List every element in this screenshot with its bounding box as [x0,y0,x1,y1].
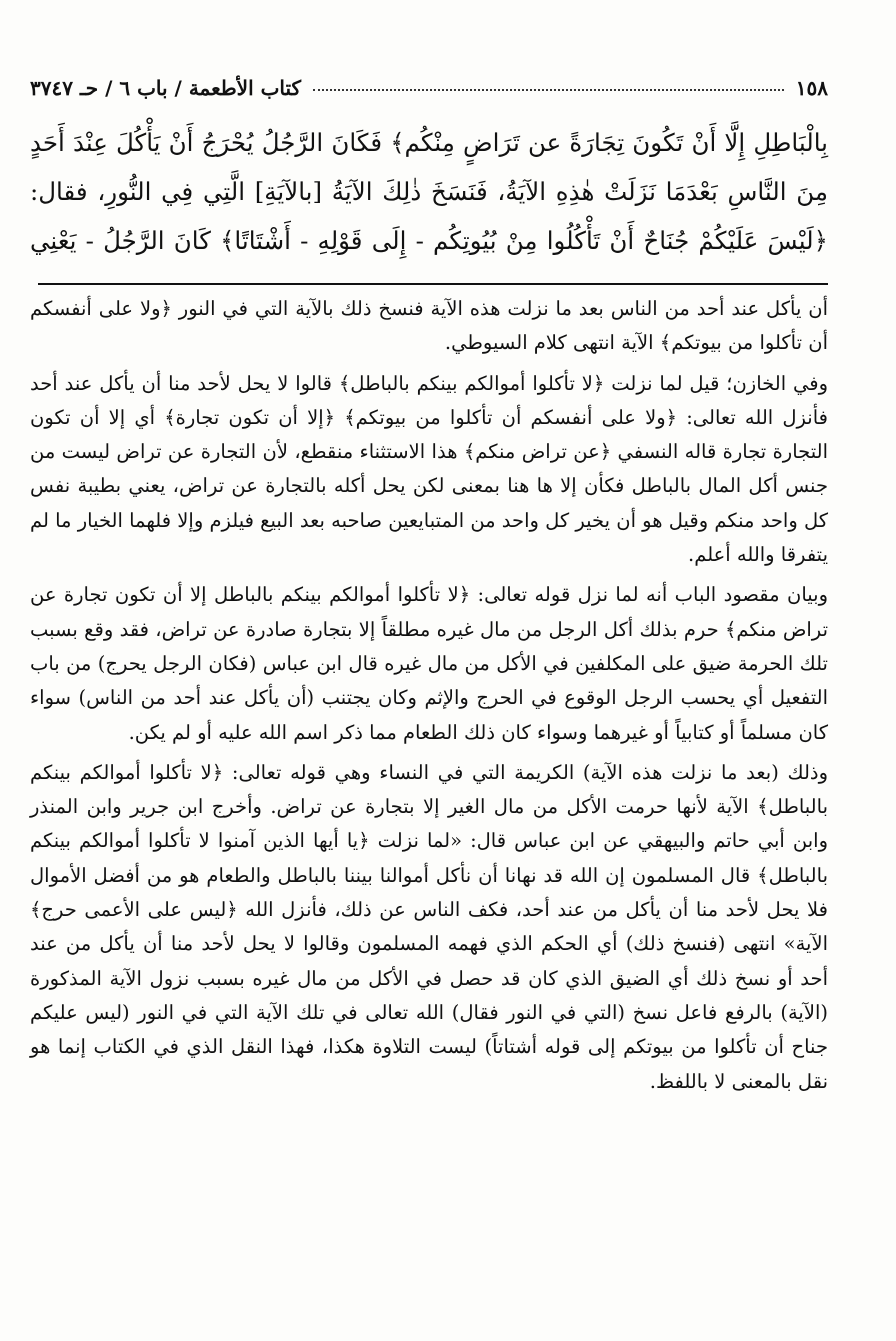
commentary-paragraph-4: وذلك (بعد ما نزلت هذه الآية) الكريمة التي في النساء وهي قوله تعالى: ﴿لا تأكلوا أموالكم بينكم بالباطل﴾ الآية لأنها حرمت الأكل من مال الغير إلا بتجارة عن تراض. وأخرج ابن جرير وابن المنذر وابن أبي حاتم والبيهقي عن ابن عباس قال: «لما نزلت ﴿يا أيها الذين آمنوا لا تأكلوا أموالكم بينكم بالباطل﴾ قال المسلمون إن الله قد نهانا أن نأكل أموالنا بيننا بالباطل والطعام هو من أفضل الأموال فلا يحل لأحد منا أن يأكل من عند أحد، فكف الناس عن ذلك، فأنزل الله ﴿ليس على الأعمى حرج﴾ الآية» انتهى (فنسخ ذلك) أي الحكم الذي فهمه المسلمون وقالوا لا يحل لأحد منا أن يأكل من عند أحد أو نسخ ذلك أي الضيق الذي كان قد حصل في الأكل من مال غيره بسبب نزول الآية المذكورة (الآية) بالرفع فاعل نسخ (التي في النور فقال) الله تعالى في تلك الآية التي في النور (ليس عليكم جناح أن تأكلوا من بيوتكم إلى قوله أشتاتاً) ليست التلاوة هكذا، فهذا النقل الذي في الكتاب إنما هو نقل بالمعنى لا باللفظ. [30,760,828,1093]
separator-rule [38,283,828,285]
running-title: كتاب الأطعمة / باب ٦ / حـ ٣٧٤٧ [30,76,302,100]
hadith-text [30,118,828,265]
commentary-paragraph-3: وبيان مقصود الباب أنه لما نزل قوله تعالى: ﴿لا تأكلوا أموالكم بينكم بالباطل إلا أن تكون تجارة عن تراض منكم﴾ حرم بذلك أكل الرجل من مال غيره مطلقاً إلا بتجارة صادرة عن تراض، فقد وقع بسبب تلك الحرمة ضيق على المكلفين في الأكل من مال غيره قال ابن عباس (فكان الرجل يحرج) من باب التفعيل أي يحسب الرجل الوقوع في الحرج والإثم وكان يجتنب (أن يأكل عند أحد من الناس) سواء كان مسلماً أو كتابياً أو غيرهما وسواء كان ذلك الطعام مما ذكر اسم الله عليه أو لم يكن. [30,583,828,744]
commentary-paragraph-1: أن يأكل عند أحد من الناس بعد ما نزلت هذه الآية فنسخ ذلك بالآية التي في النور ﴿ولا على أنفسكم أن تأكلوا من بيوتكم﴾ الآية انتهى كلام السيوطي. [30,297,828,355]
header-dotted-leader [313,89,784,91]
commentary-paragraph-2: وفي الخازن؛ قيل لما نزلت ﴿لا تأكلوا أموالكم بينكم بالباطل﴾ قالوا لا يحل لأحد منا أن يأكل عند أحد فأنزل الله تعالى: ﴿ولا على أنفسكم أن تأكلوا من بيوتكم﴾ ﴿إلا أن تكون تجارة﴾ أي إلا أن تكون التجارة تجارة قاله النسفي ﴿عن تراض منكم﴾ هذا الاستثناء منقطع، لأن التجارة عن تراض ليست من جنس أكل المال بالباطل فكأن إلا ها هنا بمعنى لكن يحل أكله بالتجارة عن تراض، يعني بطيبة نفس كل واحد منكم وقيل هو أن يخير كل واحد من المتبايعين صاحبه بعد البيع فيلزم وإلا فلهما الخيار ما لم يتفرقا والله أعلم. [30,371,828,567]
commentary-text [30,292,828,1099]
page-header [30,70,828,106]
page-number: ١٥٨ [795,76,828,100]
hadith-paragraph: بِالْبَاطِلِ إِلَّا أَنْ تَكُونَ تِجَارَةً عن تَرَاضٍ مِنْكُم﴾ فَكَانَ الرَّجُلُ يُحْرَجُ أَنْ يَأْكُلَ عِنْدَ أَحَدٍ مِنَ النَّاسِ بَعْدَمَا نَزَلَتْ هٰذِهِ الآيَةُ، فَنَسَخَ ذٰلِكَ الآيَةُ [بالآيَةِ] الَّتِي فِي النُّورِ، فقال: ﴿لَيْسَ عَلَيْكُمْ جُنَاحٌ أَنْ تَأْكُلُوا مِنْ بُيُوتِكُم - إِلَى قَوْلِهِ - أَشْتَاتًا﴾ كَانَ الرَّجُلُ - يَعْنِي [30,128,828,255]
